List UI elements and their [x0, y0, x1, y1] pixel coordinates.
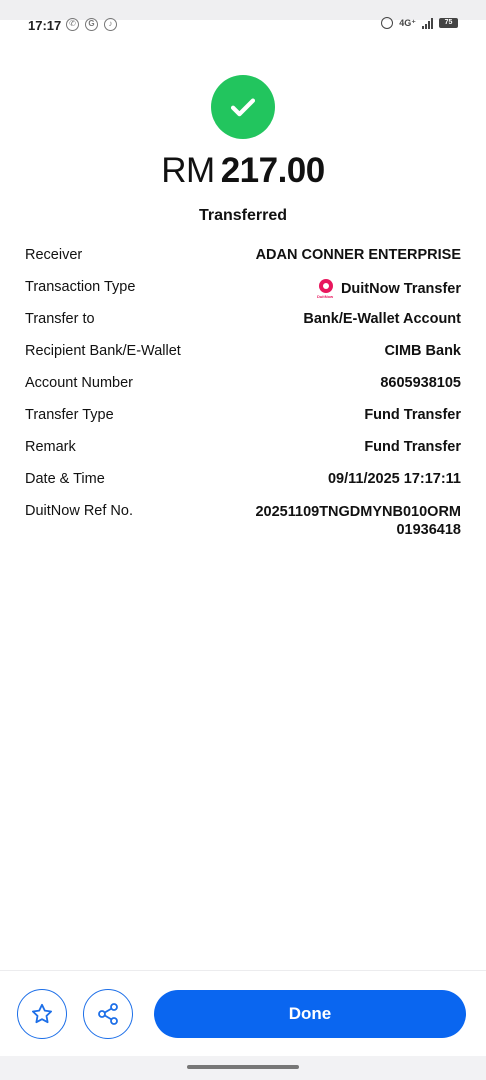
- transfer-receipt: [0, 50, 486, 970]
- tiktok-icon: ♪: [104, 18, 117, 31]
- detail-label: Receiver: [25, 247, 83, 263]
- detail-label: Transfer to: [25, 311, 95, 327]
- amount-value: 217.00: [220, 151, 325, 190]
- detail-value: 8605938105: [380, 375, 461, 391]
- detail-value: Fund Transfer: [364, 439, 461, 455]
- detail-row-ref-no: [25, 502, 461, 550]
- detail-row-transfer-to: [25, 310, 461, 342]
- duitnow-logo-icon: DuitNow: [317, 279, 335, 299]
- status-indicators: [381, 17, 458, 29]
- amount-currency: RM: [161, 151, 215, 190]
- transfer-status: Transferred: [198, 207, 288, 224]
- favourite-button[interactable]: [17, 989, 67, 1039]
- battery-icon: 75: [439, 18, 458, 28]
- detail-value: [255, 502, 461, 539]
- navigation-home-indicator[interactable]: [187, 1065, 299, 1069]
- detail-value: 09/11/2025 17:17:11: [327, 471, 461, 487]
- detail-label: Transaction Type: [25, 279, 136, 295]
- detail-value: [317, 278, 461, 299]
- detail-row-remark: [25, 438, 461, 470]
- status-time: 17:17: [28, 18, 62, 33]
- detail-label: Transfer Type: [25, 407, 114, 423]
- star-icon: [30, 1002, 54, 1026]
- share-button[interactable]: [83, 989, 133, 1039]
- share-icon: [96, 1002, 120, 1026]
- detail-value: ADAN CONNER ENTERPRISE: [255, 247, 461, 263]
- detail-label: Date & Time: [25, 471, 105, 487]
- detail-value: Bank/E-Wallet Account: [303, 311, 461, 327]
- notification-icons: [66, 18, 117, 31]
- done-button[interactable]: Done: [154, 990, 466, 1038]
- transaction-details: [25, 246, 461, 550]
- status-bar: [0, 0, 486, 50]
- bottom-action-bar: [0, 970, 486, 1056]
- alarm-icon: [381, 17, 393, 29]
- detail-value: CIMB Bank: [384, 343, 461, 359]
- whatsapp-icon: ✆: [66, 18, 79, 31]
- ref-number-line-1: 20251109TNGDMYNB010ORM: [255, 504, 461, 520]
- detail-row-account-number: [25, 374, 461, 406]
- detail-label: Remark: [25, 439, 76, 455]
- detail-row-receiver: [25, 246, 461, 278]
- signal-icon: [422, 18, 433, 29]
- check-icon: [211, 75, 275, 139]
- detail-row-transfer-type: [25, 406, 461, 438]
- transfer-amount: [0, 151, 486, 191]
- ref-number-line-2: 01936418: [396, 522, 461, 538]
- detail-row-transaction-type: [25, 278, 461, 310]
- google-icon: G: [85, 18, 98, 31]
- detail-label: DuitNow Ref No.: [25, 503, 133, 519]
- network-type: 4G⁺: [399, 17, 416, 28]
- detail-row-recipient-bank: [25, 342, 461, 374]
- detail-label: Recipient Bank/E-Wallet: [25, 343, 181, 359]
- detail-label: Account Number: [25, 375, 133, 391]
- detail-row-date-time: [25, 470, 461, 502]
- transaction-type-text: DuitNow Transfer: [340, 281, 461, 297]
- detail-value: Fund Transfer: [364, 407, 461, 423]
